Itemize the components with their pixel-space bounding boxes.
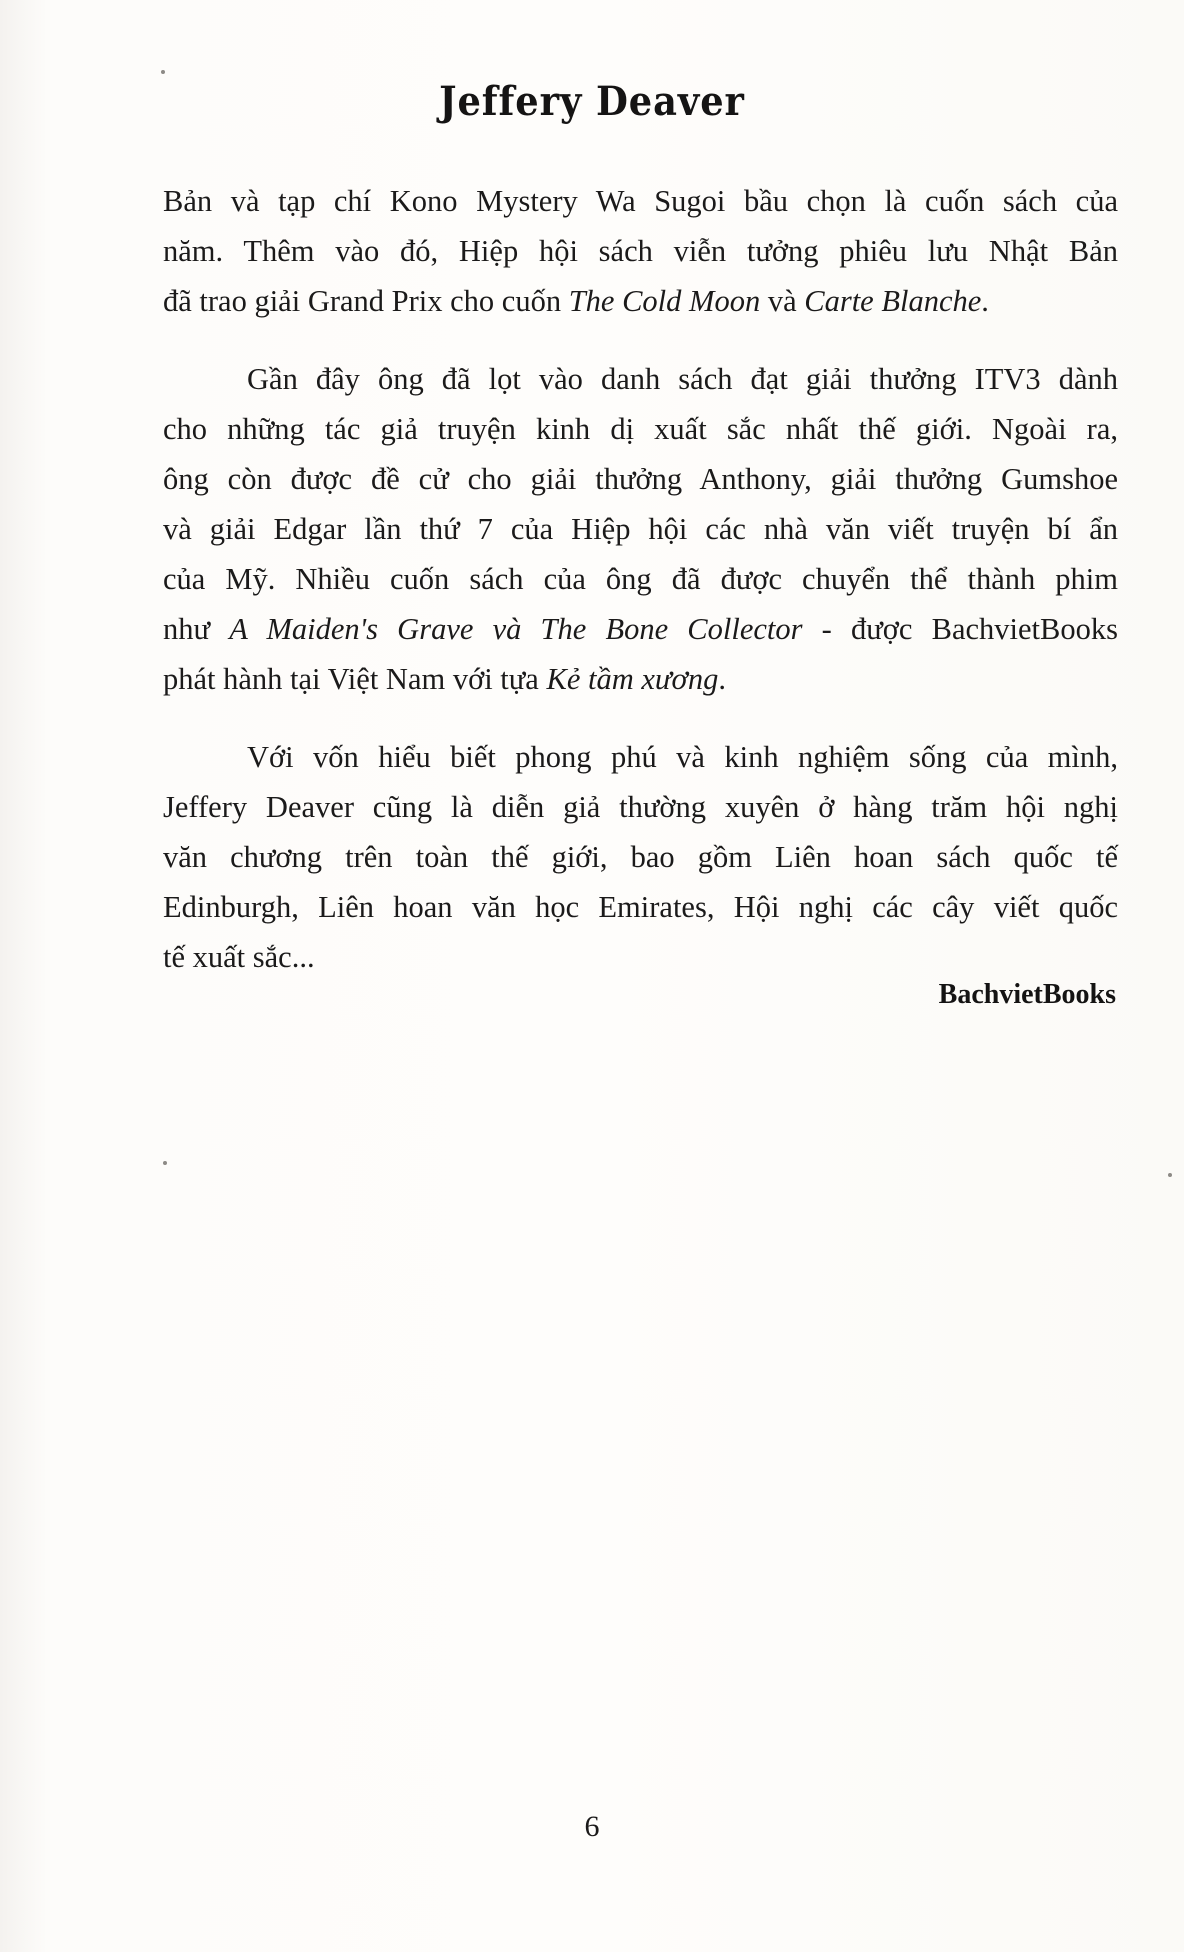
text-line: và giải Edgar lần thứ 7 của Hiệp hội các nhà văn viết truyện bí ẩn [163, 512, 1118, 546]
text-line: ông còn được đề cử cho giải thưởng Anthony, giải thưởng Gumshoe [163, 462, 1118, 496]
text-line: năm. Thêm vào đó, Hiệp hội sách viễn tưởng phiêu lưu Nhật Bản [163, 234, 1118, 268]
paragraph-2 [163, 354, 1118, 704]
signature-publisher: BachvietBooks [938, 979, 1116, 1010]
text-line: đã trao giải Grand Prix cho cuốn The Cold Moon và Carte Blanche. [163, 284, 989, 318]
text-line: Bản và tạp chí Kono Mystery Wa Sugoi bầu chọn là cuốn sách của [163, 184, 1118, 218]
paper-speck [1168, 1173, 1172, 1177]
page-number: 6 [584, 1810, 600, 1843]
paper-speck [163, 1161, 167, 1165]
text-line: của Mỹ. Nhiều cuốn sách của ông đã được chuyển thể thành phim [163, 562, 1118, 596]
body-text [163, 176, 1118, 1010]
text-line: cho những tác giả truyện kinh dị xuất sắc nhất thế giới. Ngoài ra, [163, 412, 1118, 446]
text-line: Jeffery Deaver cũng là diễn giả thường xuyên ở hàng trăm hội nghị [163, 790, 1118, 824]
paper-speck [161, 70, 165, 74]
paragraph-1 [163, 176, 1118, 326]
text-line: phát hành tại Việt Nam với tựa Kẻ tầm xương. [163, 662, 726, 696]
text-line: như A Maiden's Grave và The Bone Collector - được BachvietBooks [163, 612, 1118, 646]
text-line: Gần đây ông đã lọt vào danh sách đạt giải thưởng ITV3 dành [247, 362, 1118, 396]
text-line: tế xuất sắc... [163, 940, 315, 974]
text-line: văn chương trên toàn thế giới, bao gồm Liên hoan sách quốc tế [163, 840, 1118, 874]
text-line: Edinburgh, Liên hoan văn học Emirates, Hội nghị các cây viết quốc [163, 890, 1118, 924]
running-header-author: Jeffery Deaver [439, 78, 745, 125]
paragraph-3 [163, 732, 1118, 982]
text-line: Với vốn hiểu biết phong phú và kinh nghiệm sống của mình, [247, 740, 1118, 774]
